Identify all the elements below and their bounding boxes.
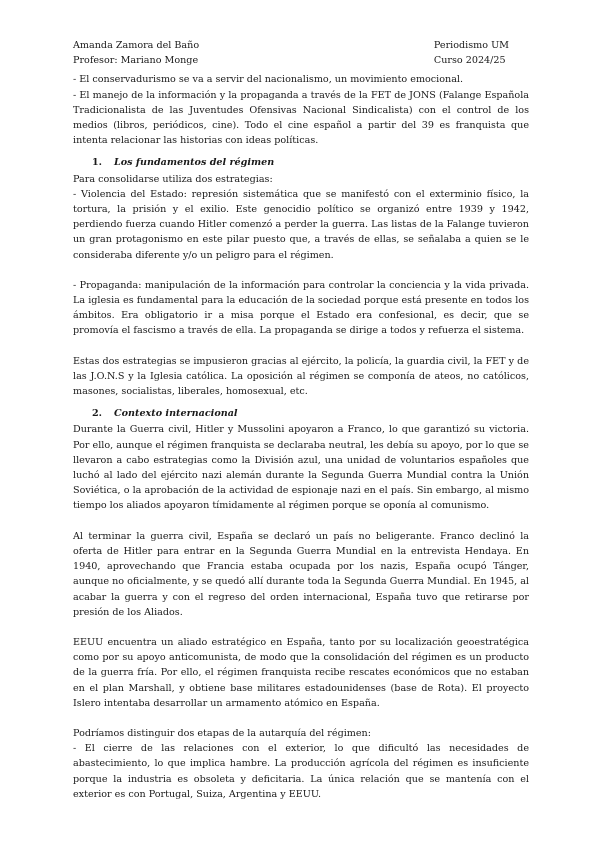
- section1-paragraph-estrategias: Estas dos estrategias se impusieron gracias al ejército, la policía, la guardia civil, la FET y de las J.O.N.S y la Iglesia católica. La oposición al régimen se componía de ateos, no católicos, masones, socialistas, liberales, homosexual, etc.: [73, 355, 529, 398]
- section2-paragraph-cierre: - El cierre de las relaciones con el exterior, lo que dificultó las necesidades de abastecimiento, lo que implica hambre. La producción agrícola del régimen es insuficiente porque la industria es obsoleta y deficitaria. La única relación que se mantenía con el exterior es con Portugal, Suiza, Argentina y EEUU.: [73, 743, 529, 800]
- spacer: [73, 263, 529, 278]
- section2-paragraph-guerra-civil: Durante la Guerra civil, Hitler y Mussolini apoyaron a Franco, lo que garantizó su victoria. Por ello, aunque el régimen franquista se declaraba neutral, les debía su apoyo, por lo que se llevaron a cabo estrategias como la División azul, una unidad de voluntarios españoles que luchó al lado del ejército nazi alemán durante la Segunda Guerra Mundial contra la Unión Soviética, o la aprobación de la actividad de espionaje nazi en el país. Sin embargo, al mismo tiempo los aliados apoyaron tímidamente al régimen porque se oponía al comunismo.: [73, 424, 529, 512]
- section2-paragraph-no-beligerante: Al terminar la guerra civil, España se declaró un país no beligerante. Franco declinó la oferta de Hitler para entrar en la Segunda Guerra Mundial en la entrevista Hendaya. En 1940, aprovechando que Francia estaba ocupada por los nazis, España ocupó Tánger, aunque no oficialmente, y se quedó allí durante toda la Segunda Guerra Mundial. En 1945, al acabar la guerra y con el regreso del orden internacional, España tuvo que retirarse por presión de los Aliados.: [73, 530, 529, 618]
- section-title: Los fundamentos del régimen: [114, 157, 275, 169]
- intro-paragraph-1: - El conservadurismo se va a servir del nacionalismo, un movimiento emocional.: [73, 74, 464, 86]
- section-number: 1.: [92, 157, 103, 169]
- author-name: Amanda Zamora del Baño: [73, 40, 200, 51]
- section-heading-fundamentos: [73, 155, 529, 170]
- header-left: [73, 38, 199, 68]
- section1-lead: Para consolidarse utiliza dos estrategias:: [73, 173, 273, 185]
- professor-name: Profesor: Mariano Monge: [73, 55, 199, 67]
- spacer: [73, 514, 529, 529]
- page-header: [73, 38, 529, 68]
- section-title: Contexto internacional: [114, 408, 238, 420]
- spacer: [73, 711, 529, 726]
- section1-paragraph-propaganda: - Propaganda: manipulación de la información para controlar la conciencia y la vida privada. La iglesia es fundamental para la educación de la sociedad porque está presente en todos los ámbitos. Era obligatorio ir a misa porque el Estado era confesional, es decir, que se promovía el fascismo a través de ella. La propaganda se dirige a todos y refuerza el sistema.: [73, 279, 529, 337]
- subject-name: Periodismo UM: [433, 40, 509, 51]
- spacer: [73, 339, 529, 354]
- section2-paragraph-autarquia-lead: Podríamos distinguir dos etapas de la autarquía del régimen:: [73, 727, 371, 739]
- section-heading-contexto: [73, 406, 529, 421]
- section-number: 2.: [92, 408, 103, 420]
- spacer: [73, 620, 529, 635]
- course-year: Curso 2024/25: [433, 55, 506, 67]
- intro-paragraph-2: - El manejo de la información y la propaganda a través de la FET de JONS (Falange Española Tradicionalista de las Juventudes Ofensivas Nacional Sindicalista) con el control de los medios (libros, periódicos, cine). Todo el cine español a partir del 39 es franquista que intenta relacionar las historias con ideas políticas.: [73, 89, 529, 147]
- header-right: [434, 38, 509, 68]
- section1-paragraph-violencia: - Violencia del Estado: represión sistemática que se manifestó con el exterminio físico, la tortura, la prisión y el exilio. Este genocidio político se organizó entre 1939 y 1942, perdiendo fuerza cuando Hitler comenzó a perder la guerra. Las listas de la Falange tuvieron un gran protagonismo en este pilar puesto que, a través de ellas, se señalaba a quien se le consideraba diferente y/o un peligro para el régimen.: [73, 188, 529, 261]
- section2-paragraph-eeuu: EEUU encuentra un aliado estratégico en España, tanto por su localización geoestratégica como por su apoyo anticomunista, de modo que la consolidación del régimen es un producto de la guerra fría. Por ello, el régimen franquista recibe rescates económicos que no estaban en el plan Marshall, y obtiene base militares estadounidenses (base de Rota). El proyecto Islero intentaba desarrollar un armamento atómico en España.: [73, 636, 529, 709]
